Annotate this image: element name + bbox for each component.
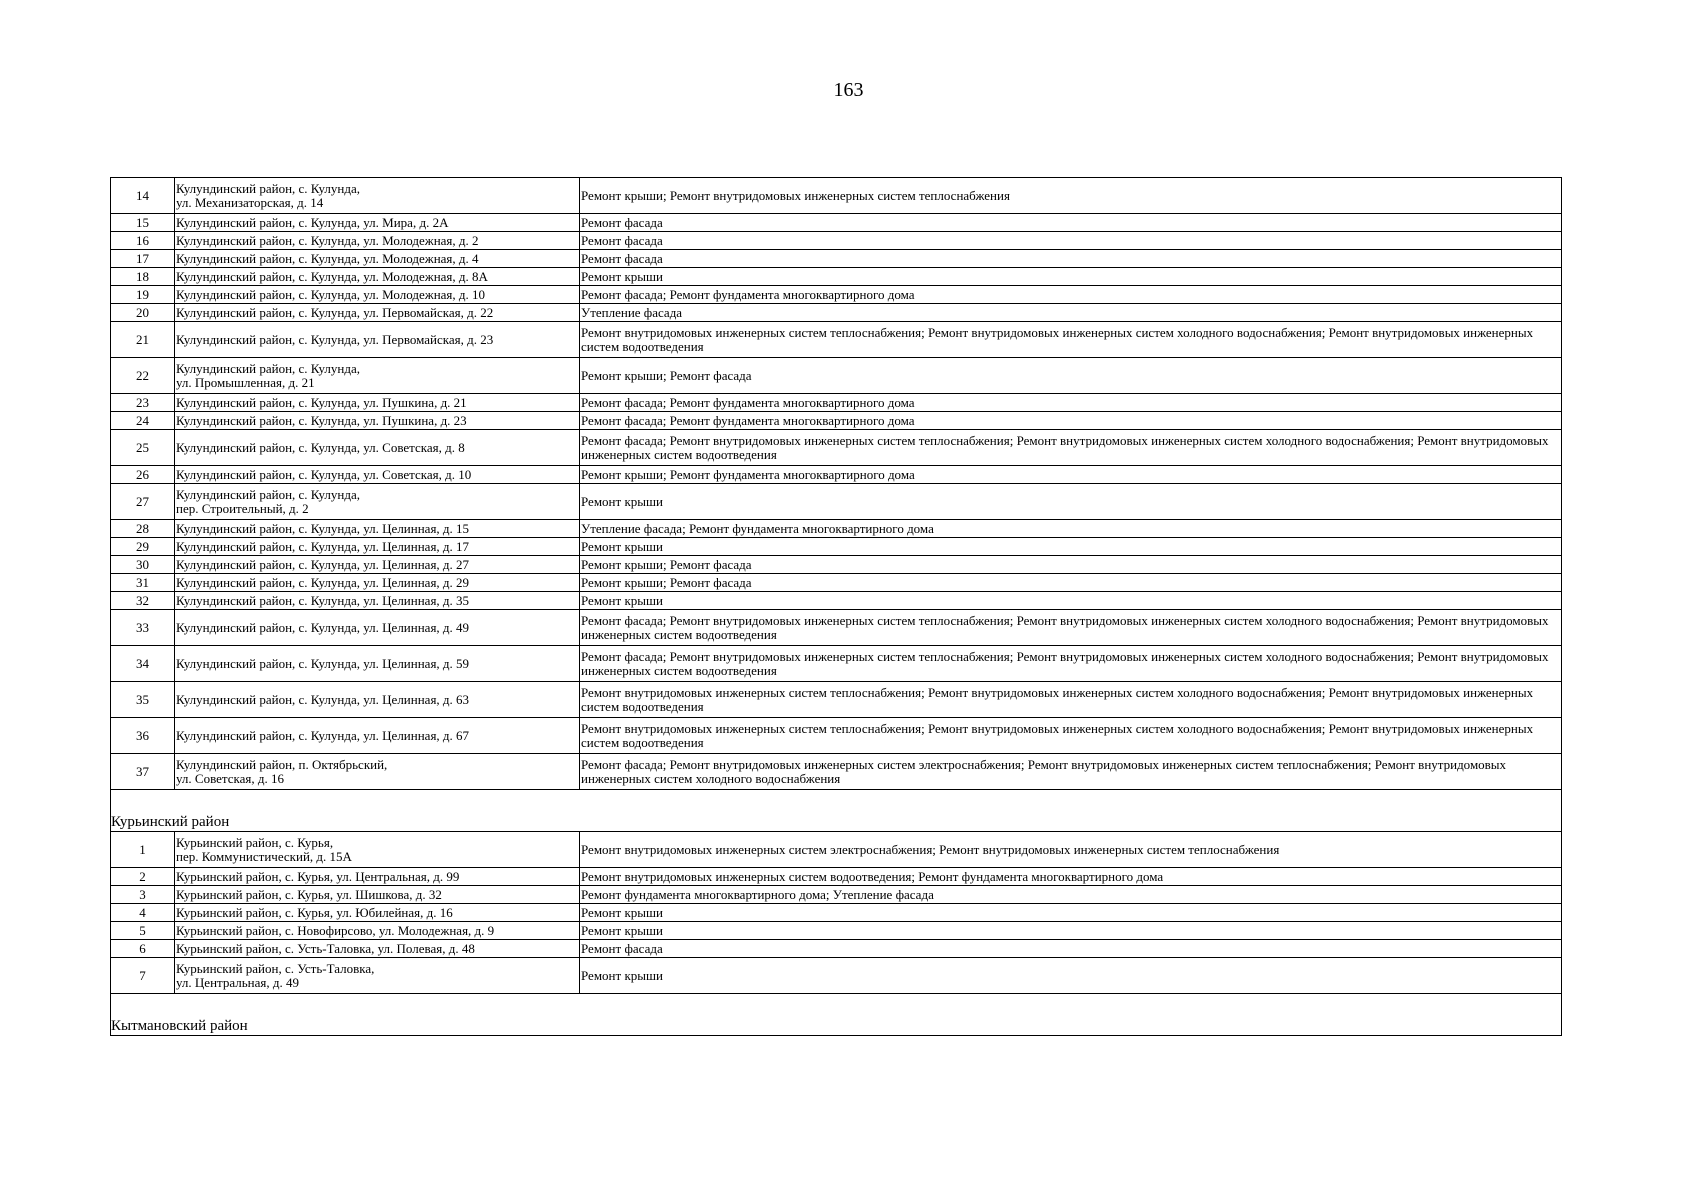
repair-work-cell: Ремонт крыши: [580, 268, 1562, 286]
repair-work-cell: Ремонт внутридомовых инженерных систем теплоснабжения; Ремонт внутридомовых инженерных систем холодного водоснабжения; Ремонт внутридомовых инженерных систем водоотведения: [580, 718, 1562, 754]
address-line: Курьинский район, с. Курья, ул. Шишкова, д. 32: [176, 886, 442, 902]
row-number: 26: [111, 466, 175, 484]
table-row: [111, 832, 1562, 868]
table-row: [111, 682, 1562, 718]
table-row: [111, 646, 1562, 682]
repair-work-cell: Ремонт крыши: [580, 904, 1562, 922]
row-number: 2: [111, 868, 175, 886]
address-line: Кулундинский район, с. Кулунда, ул. Первомайская, д. 22: [176, 304, 494, 320]
address-line: пер. Коммунистический, д. 15А: [176, 848, 352, 864]
repair-work-cell: Ремонт фасада; Ремонт фундамента многоквартирного дома: [580, 286, 1562, 304]
address-line: Кулундинский район, с. Кулунда, ул. Молодежная, д. 10: [176, 286, 486, 302]
table-row: [111, 394, 1562, 412]
row-number: 32: [111, 592, 175, 610]
table-row: [111, 358, 1562, 394]
address-line: Курьинский район, с. Курья, ул. Центральная, д. 99: [176, 868, 460, 884]
address-cell: [175, 754, 580, 790]
row-number: 4: [111, 904, 175, 922]
address-line: Кулундинский район, с. Кулунда, ул. Целинная, д. 49: [176, 619, 470, 635]
table-row: [111, 232, 1562, 250]
row-number: 15: [111, 214, 175, 232]
row-number: 22: [111, 358, 175, 394]
row-number: 21: [111, 322, 175, 358]
address-line: пер. Строительный, д. 2: [176, 500, 309, 516]
row-number: 37: [111, 754, 175, 790]
address-cell: [175, 178, 580, 214]
table-row: [111, 484, 1562, 520]
table-row: [111, 268, 1562, 286]
repair-schedule-table: [110, 177, 1562, 1036]
address-line: Курьинский район, с. Новофирсово, ул. Молодежная, д. 9: [176, 922, 495, 938]
address-line: Кулундинский район, с. Кулунда, ул. Пушкина, д. 21: [176, 394, 467, 410]
table-row: [111, 754, 1562, 790]
repair-work-cell: Ремонт фундамента многоквартирного дома; Утепление фасада: [580, 886, 1562, 904]
address-line: Кулундинский район, с. Кулунда,: [176, 360, 360, 376]
address-line: Кулундинский район, с. Кулунда, ул. Молодежная, д. 4: [176, 250, 479, 266]
table-body: [111, 178, 1562, 1036]
address-line: Кулундинский район, с. Кулунда, ул. Молодежная, д. 8А: [176, 268, 488, 284]
address-cell: [175, 304, 580, 322]
address-line: ул. Механизаторская, д. 14: [176, 194, 324, 210]
repair-work-cell: Ремонт крыши; Ремонт фасада: [580, 358, 1562, 394]
table-row: [111, 304, 1562, 322]
table-row: [111, 412, 1562, 430]
repair-work-cell: Ремонт фасада; Ремонт фундамента многоквартирного дома: [580, 394, 1562, 412]
address-cell: [175, 868, 580, 886]
address-line: Кулундинский район, с. Кулунда, ул. Целинная, д. 17: [176, 538, 470, 554]
address-line: Кулундинский район, п. Октябрьский,: [176, 756, 388, 772]
table-row: [111, 556, 1562, 574]
repair-work-cell: Утепление фасада; Ремонт фундамента многоквартирного дома: [580, 520, 1562, 538]
repair-work-cell: Ремонт внутридомовых инженерных систем электроснабжения; Ремонт внутридомовых инженерных систем теплоснабжения: [580, 832, 1562, 868]
address-cell: [175, 322, 580, 358]
table-row: [111, 286, 1562, 304]
address-cell: [175, 832, 580, 868]
address-cell: [175, 394, 580, 412]
repair-work-cell: Ремонт фасада; Ремонт внутридомовых инженерных систем теплоснабжения; Ремонт внутридомовых инженерных систем холодного водоснабжения; Ремонт внутридомовых инженерных систем водоотведения: [580, 646, 1562, 682]
address-cell: [175, 940, 580, 958]
address-cell: [175, 484, 580, 520]
row-number: 28: [111, 520, 175, 538]
repair-work-cell: Ремонт фасада; Ремонт внутридомовых инженерных систем теплоснабжения; Ремонт внутридомовых инженерных систем холодного водоснабжения; Ремонт внутридомовых инженерных систем водоотведения: [580, 430, 1562, 466]
repair-work-cell: Ремонт крыши; Ремонт фасада: [580, 556, 1562, 574]
address-line: ул. Советская, д. 16: [176, 770, 285, 786]
repair-work-cell: Ремонт крыши: [580, 538, 1562, 556]
address-cell: [175, 430, 580, 466]
repair-work-cell: Ремонт фасада: [580, 232, 1562, 250]
table-row: [111, 322, 1562, 358]
address-line: Кулундинский район, с. Кулунда,: [176, 180, 360, 196]
address-line: Кулундинский район, с. Кулунда, ул. Целинная, д. 67: [176, 727, 470, 743]
address-line: Кулундинский район, с. Кулунда, ул. Целинная, д. 59: [176, 655, 470, 671]
row-number: 18: [111, 268, 175, 286]
address-cell: [175, 250, 580, 268]
address-cell: [175, 466, 580, 484]
table-row: [111, 430, 1562, 466]
repair-work-cell: Ремонт фасада: [580, 940, 1562, 958]
table-row: [111, 250, 1562, 268]
repair-work-cell: Ремонт крыши; Ремонт внутридомовых инженерных систем теплоснабжения: [580, 178, 1562, 214]
repair-work-cell: Ремонт крыши: [580, 484, 1562, 520]
address-line: Кулундинский район, с. Кулунда, ул. Советская, д. 8: [176, 439, 465, 455]
address-line: Кулундинский район, с. Кулунда, ул. Советская, д. 10: [176, 466, 472, 482]
section-heading: Курьинский район: [111, 790, 1562, 832]
row-number: 6: [111, 940, 175, 958]
row-number: 5: [111, 922, 175, 940]
address-line: Кулундинский район, с. Кулунда, ул. Целинная, д. 63: [176, 691, 470, 707]
address-line: Кулундинский район, с. Кулунда, ул. Пушкина, д. 23: [176, 412, 467, 428]
repair-work-cell: Ремонт фасада; Ремонт внутридомовых инженерных систем электроснабжения; Ремонт внутридомовых инженерных систем теплоснабжения; Ремонт внутридомовых инженерных систем холодного водоснабжения: [580, 754, 1562, 790]
table-row: [111, 958, 1562, 994]
address-cell: [175, 886, 580, 904]
row-number: 24: [111, 412, 175, 430]
address-line: Курьинский район, с. Усть-Таловка, ул. Полевая, д. 48: [176, 940, 475, 956]
table-row: [111, 922, 1562, 940]
repair-work-cell: Ремонт крыши; Ремонт фасада: [580, 574, 1562, 592]
table-row: [111, 868, 1562, 886]
row-number: 3: [111, 886, 175, 904]
section-heading-row: [111, 994, 1562, 1036]
page-number: 163: [833, 79, 864, 101]
address-cell: [175, 412, 580, 430]
table-row: [111, 574, 1562, 592]
address-line: Курьинский район, с. Курья, ул. Юбилейная, д. 16: [176, 904, 453, 920]
address-line: Кулундинский район, с. Кулунда, ул. Целинная, д. 27: [176, 556, 470, 572]
row-number: 14: [111, 178, 175, 214]
address-cell: [175, 268, 580, 286]
row-number: 29: [111, 538, 175, 556]
table-row: [111, 940, 1562, 958]
address-cell: [175, 682, 580, 718]
table-row: [111, 466, 1562, 484]
row-number: 30: [111, 556, 175, 574]
repair-work-cell: Ремонт фасада: [580, 250, 1562, 268]
repair-work-cell: Ремонт крыши: [580, 592, 1562, 610]
table-row: [111, 904, 1562, 922]
repair-work-cell: Ремонт внутридомовых инженерных систем теплоснабжения; Ремонт внутридомовых инженерных систем холодного водоснабжения; Ремонт внутридомовых инженерных систем водоотведения: [580, 322, 1562, 358]
row-number: 23: [111, 394, 175, 412]
repair-work-cell: Ремонт фасада; Ремонт внутридомовых инженерных систем теплоснабжения; Ремонт внутридомовых инженерных систем холодного водоснабжения; Ремонт внутридомовых инженерных систем водоотведения: [580, 610, 1562, 646]
table-row: [111, 718, 1562, 754]
address-line: Кулундинский район, с. Кулунда, ул. Целинная, д. 29: [176, 574, 470, 590]
row-number: 27: [111, 484, 175, 520]
address-cell: [175, 538, 580, 556]
address-cell: [175, 958, 580, 994]
table-row: [111, 610, 1562, 646]
address-line: ул. Промышленная, д. 21: [176, 374, 315, 390]
row-number: 36: [111, 718, 175, 754]
repair-work-cell: Ремонт фасада; Ремонт фундамента многоквартирного дома: [580, 412, 1562, 430]
table-row: [111, 886, 1562, 904]
address-cell: [175, 232, 580, 250]
address-line: Курьинский район, с. Усть-Таловка,: [176, 960, 375, 976]
row-number: 20: [111, 304, 175, 322]
address-cell: [175, 922, 580, 940]
address-line: Кулундинский район, с. Кулунда, ул. Целинная, д. 35: [176, 592, 470, 608]
table-row: [111, 538, 1562, 556]
row-number: 1: [111, 832, 175, 868]
repair-work-cell: Утепление фасада: [580, 304, 1562, 322]
repair-work-cell: Ремонт крыши: [580, 922, 1562, 940]
address-cell: [175, 520, 580, 538]
table-row: [111, 592, 1562, 610]
table-row: [111, 520, 1562, 538]
row-number: 33: [111, 610, 175, 646]
section-heading-row: [111, 790, 1562, 832]
address-cell: [175, 904, 580, 922]
address-cell: [175, 592, 580, 610]
address-cell: [175, 358, 580, 394]
row-number: 16: [111, 232, 175, 250]
row-number: 35: [111, 682, 175, 718]
address-line: Кулундинский район, с. Кулунда, ул. Мира, д. 2А: [176, 214, 449, 230]
section-heading: Кытмановский район: [111, 994, 1562, 1036]
address-line: Курьинский район, с. Курья,: [176, 834, 334, 850]
address-line: Кулундинский район, с. Кулунда, ул. Первомайская, д. 23: [176, 331, 494, 347]
address-line: Кулундинский район, с. Кулунда, ул. Молодежная, д. 2: [176, 232, 479, 248]
address-line: ул. Центральная, д. 49: [176, 974, 299, 990]
table-row: [111, 178, 1562, 214]
row-number: 31: [111, 574, 175, 592]
address-cell: [175, 646, 580, 682]
address-cell: [175, 718, 580, 754]
repair-work-cell: Ремонт крыши: [580, 958, 1562, 994]
row-number: 25: [111, 430, 175, 466]
repair-work-cell: Ремонт внутридомовых инженерных систем теплоснабжения; Ремонт внутридомовых инженерных систем холодного водоснабжения; Ремонт внутридомовых инженерных систем водоотведения: [580, 682, 1562, 718]
row-number: 19: [111, 286, 175, 304]
address-cell: [175, 286, 580, 304]
row-number: 34: [111, 646, 175, 682]
address-cell: [175, 214, 580, 232]
address-cell: [175, 574, 580, 592]
repair-work-cell: Ремонт крыши; Ремонт фундамента многоквартирного дома: [580, 466, 1562, 484]
address-line: Кулундинский район, с. Кулунда, ул. Целинная, д. 15: [176, 520, 470, 536]
repair-work-cell: Ремонт фасада: [580, 214, 1562, 232]
address-line: Кулундинский район, с. Кулунда,: [176, 486, 360, 502]
table-row: [111, 214, 1562, 232]
address-cell: [175, 610, 580, 646]
address-cell: [175, 556, 580, 574]
repair-work-cell: Ремонт внутридомовых инженерных систем водоотведения; Ремонт фундамента многоквартирного дома: [580, 868, 1562, 886]
row-number: 17: [111, 250, 175, 268]
row-number: 7: [111, 958, 175, 994]
